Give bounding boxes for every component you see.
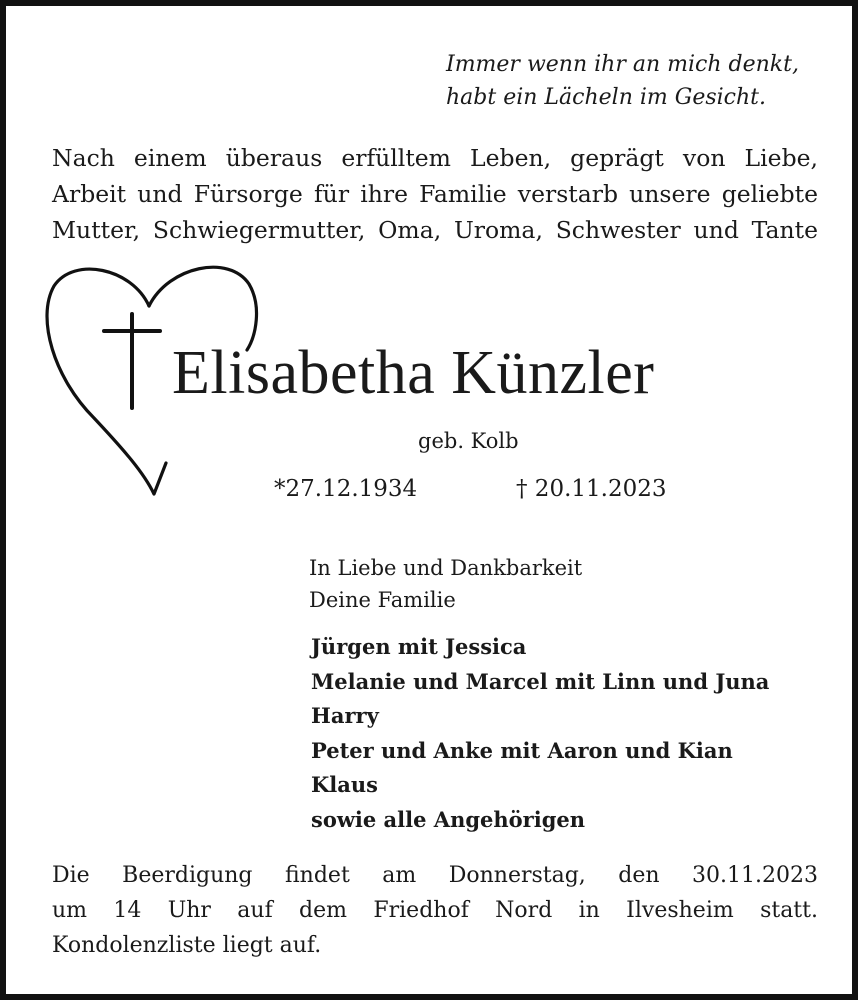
funeral-line: Die Beerdigung findet am Donnerstag, den 30.11.2023	[52, 863, 818, 888]
family-member: Melanie und Marcel mit Linn und Juna	[311, 668, 770, 694]
birth-name: geb. Kolb	[418, 429, 519, 453]
quote-line: Immer wenn ihr an mich denkt,	[446, 52, 799, 77]
birth-date: *27.12.1934	[274, 476, 418, 502]
closing-line: In Liebe und Dankbarkeit	[309, 556, 583, 580]
family-member: sowie alle Angehörigen	[311, 806, 586, 832]
death-date: † 20.11.2023	[516, 476, 667, 502]
closing-line: Deine Familie	[309, 588, 456, 612]
intro-text	[52, 140, 818, 248]
closing-words	[309, 552, 582, 616]
family-member: Peter und Anke mit Aaron und Kian	[311, 737, 733, 763]
funeral-info	[52, 858, 818, 963]
family-member: Harry	[311, 703, 379, 728]
funeral-line: Kondolenzliste liegt auf.	[52, 933, 322, 958]
funeral-line: um 14 Uhr auf dem Friedhof Nord in Ilvesheim statt.	[52, 898, 818, 923]
intro-line: Mutter, Schwiegermutter, Oma, Uroma, Schwester und Tante	[52, 216, 818, 244]
heart-outline-icon	[47, 269, 166, 494]
family-member: Jürgen mit Jessica	[311, 634, 527, 659]
family-member: Klaus	[311, 772, 378, 797]
intro-line: Nach einem überaus erfülltem Leben, geprägt von Liebe,	[52, 144, 818, 172]
quote-line: habt ein Lächeln im Gesicht.	[446, 85, 766, 110]
family-list	[311, 630, 769, 837]
deceased-name: Elisabetha Künzler	[172, 339, 655, 407]
cross-icon	[104, 314, 160, 408]
memorial-quote	[446, 48, 836, 114]
intro-line: Arbeit und Fürsorge für ihre Familie verstarb unsere geliebte	[52, 180, 818, 208]
